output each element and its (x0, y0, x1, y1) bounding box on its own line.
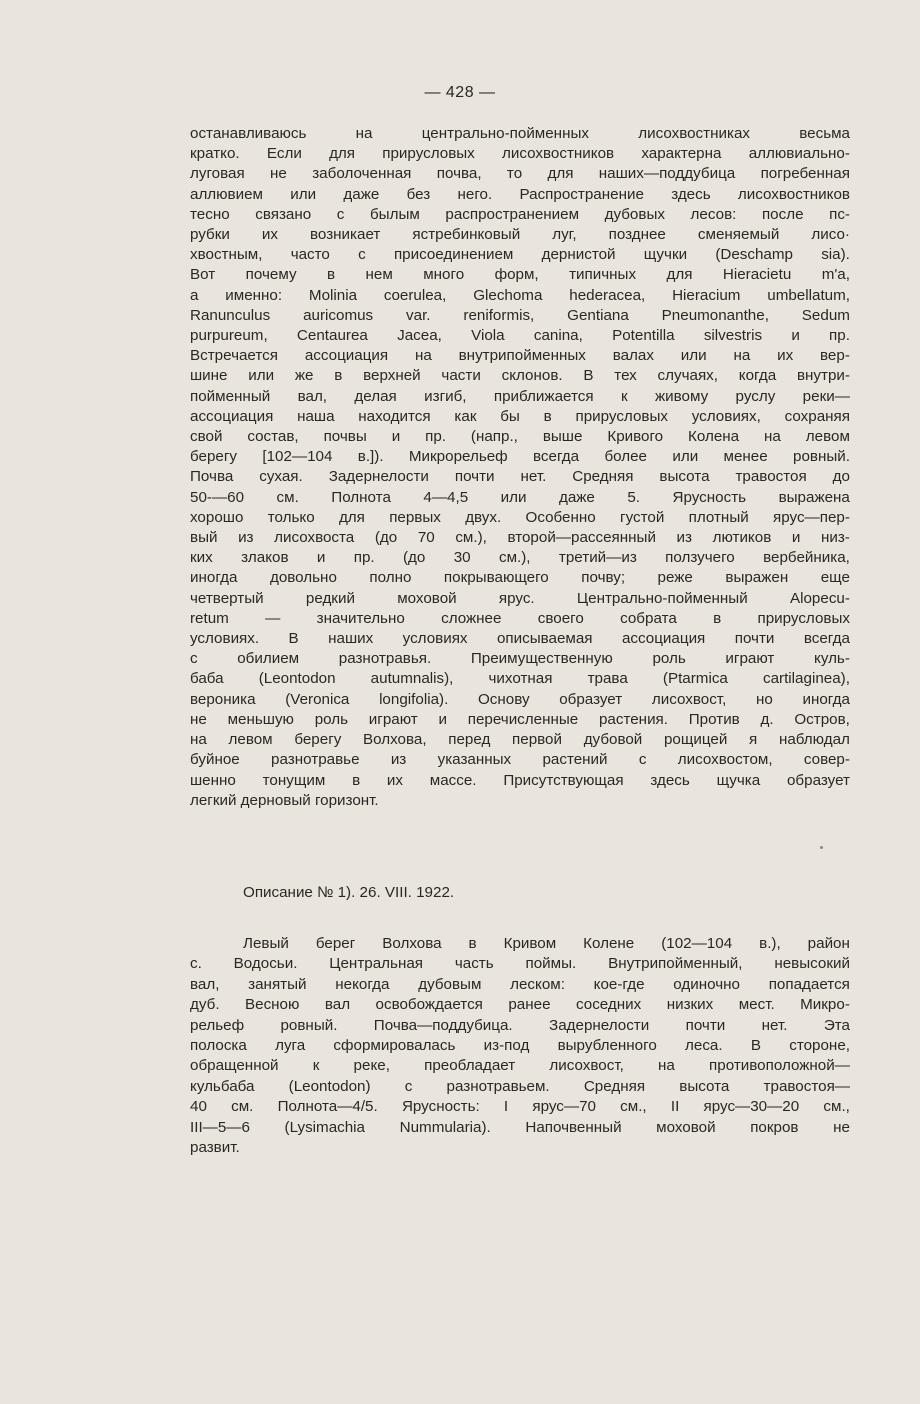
text-line: кульбаба (Leontodon) с разнотравьем. Средняя высота травостоя— (190, 1077, 850, 1095)
text-line: пойменный вал, делая изгиб, приближается к живому руслу реки— (190, 387, 850, 405)
text-line: с. Водосьи. Центральная часть поймы. Внутрипойменный, невысокий (190, 955, 850, 973)
text-line: хорошо только для первых двух. Особенно густой плотный ярус—пер- (190, 508, 850, 526)
text-line: баба (Leontodon autumnalis), чихотная трава (Ptarmica cartilaginea), (190, 670, 850, 688)
page-number: — 428 — (424, 84, 496, 101)
text-line: дуб. Весною вал освобождается ранее соседних низких мест. Микро- (190, 996, 850, 1014)
text-line: с обилием разнотравья. Преимущественную роль играют куль- (190, 650, 850, 668)
text-line: ассоциация наша находится как бы в прирусловых условиях, сохраняя (190, 407, 850, 425)
text-line: а именно: Molinia coerulea, Glechoma hederacea, Hieracium umbellatum, (190, 286, 850, 304)
description-paragraph (190, 934, 850, 1158)
text-line: четвертый редкий моховой ярус. Центрально-пойменный Alopecu- (190, 589, 850, 607)
text-line: шенно тонущим в их массе. Присутствующая здесь щучка образует (190, 771, 850, 789)
text-line: буйное разнотравье из указанных растений с лисохвостом, совер- (190, 751, 850, 769)
text-line: Ranunculus auricomus var. reniformis, Gentiana Pneumonanthe, Sedum (190, 306, 850, 324)
text-line: хвостным, часто с присоединением дернистой щучки (Deschamp sia). (190, 246, 850, 264)
text-line: свой состав, почвы и пр. (напр., выше Кривого Колена на левом (190, 428, 850, 446)
text-line: тесно связано с былым распространением дубовых лесов: после пс- (190, 205, 850, 223)
text-line: останавливаюсь на центрально-пойменных лисохвостниках весьма (190, 125, 850, 142)
text-line: Левый берег Волхова в Кривом Колене (102—104 в.), район (243, 935, 850, 952)
text-line: Вот почему в нем много форм, типичных для Hieracietu m'a, (190, 266, 850, 284)
text-line: retum — значительно сложнее своего собрата в прирусловых (190, 609, 850, 627)
text-line: аллювием или даже без него. Распространение здесь лисохвостников (190, 185, 850, 203)
text-line: легкий дерновый горизонт. (190, 791, 379, 809)
text-line: 50-—60 см. Полнота 4—4,5 или даже 5. Ярусность выражена (190, 488, 850, 506)
description-heading: Описание № 1). 26. VIII. 1922. (243, 884, 455, 901)
text-line: развит. (190, 1139, 240, 1157)
text-line: условиях. В наших условиях описываемая ассоциация почти всегда (190, 630, 850, 648)
text-line: рубки их возникает ястребинковый луг, позднее сменяемый лисо· (190, 226, 850, 244)
text-line: ких злаков и пр. (до 30 см.), третий—из ползучего вербейника, (190, 549, 850, 567)
text-line: purpureum, Centaurea Jacea, Viola canina, Potentilla silvestris и пр. (190, 327, 850, 345)
text-line: луговая не заболоченная почва, то для наших—поддубица погребенная (190, 165, 850, 183)
text-line: полоска луга сформировалась из-под вырубленного леса. В стороне, (190, 1037, 850, 1055)
text-line: не меньшую роль играют и перечисленные растения. Против д. Остров, (190, 710, 850, 728)
text-line: рельеф ровный. Почва—поддубица. Задернелости почти нет. Эта (190, 1016, 850, 1034)
text-line: на левом берегу Волхова, перед первой дубовой рощицей я наблюдал (190, 731, 850, 749)
text-line: вый из лисохвоста (до 70 см.), второй—рассеянный из лютиков и низ- (190, 529, 850, 547)
main-paragraph (190, 124, 850, 811)
text-line: вал, занятый некогда дубовым леском: кое-где одиночно попадается (190, 975, 850, 993)
text-line: шине или же в верхней части склонов. В тех случаях, когда внутри- (190, 367, 850, 385)
text-line: кратко. Если для прирусловых лисохвостников характерна аллювиально- (190, 145, 850, 163)
text-line: Почва сухая. Задернелости почти нет. Средняя высота травостоя до (190, 468, 850, 486)
paper-speck (820, 846, 823, 849)
text-line: Встречается ассоциация на внутрипойменных валах или на их вер- (190, 347, 850, 365)
text-line: иногда довольно полно покрывающего почву; реже выражен еще (190, 569, 850, 587)
text-line: III—5—6 (Lysimachia Nummularia). Напочвенный моховой покров не (190, 1118, 850, 1136)
text-line: обращенной к реке, преобладает лисохвост, на противоположной— (190, 1057, 850, 1075)
text-line: 40 см. Полнота—4/5. Ярусность: I ярус—70 см., II ярус—30—20 см., (190, 1098, 850, 1116)
text-line: берегу [102—104 в.]). Микрорельеф всегда более или менее ровный. (190, 448, 850, 466)
text-line: вероника (Veronica longifolia). Основу образует лисохвост, но иногда (190, 690, 850, 708)
